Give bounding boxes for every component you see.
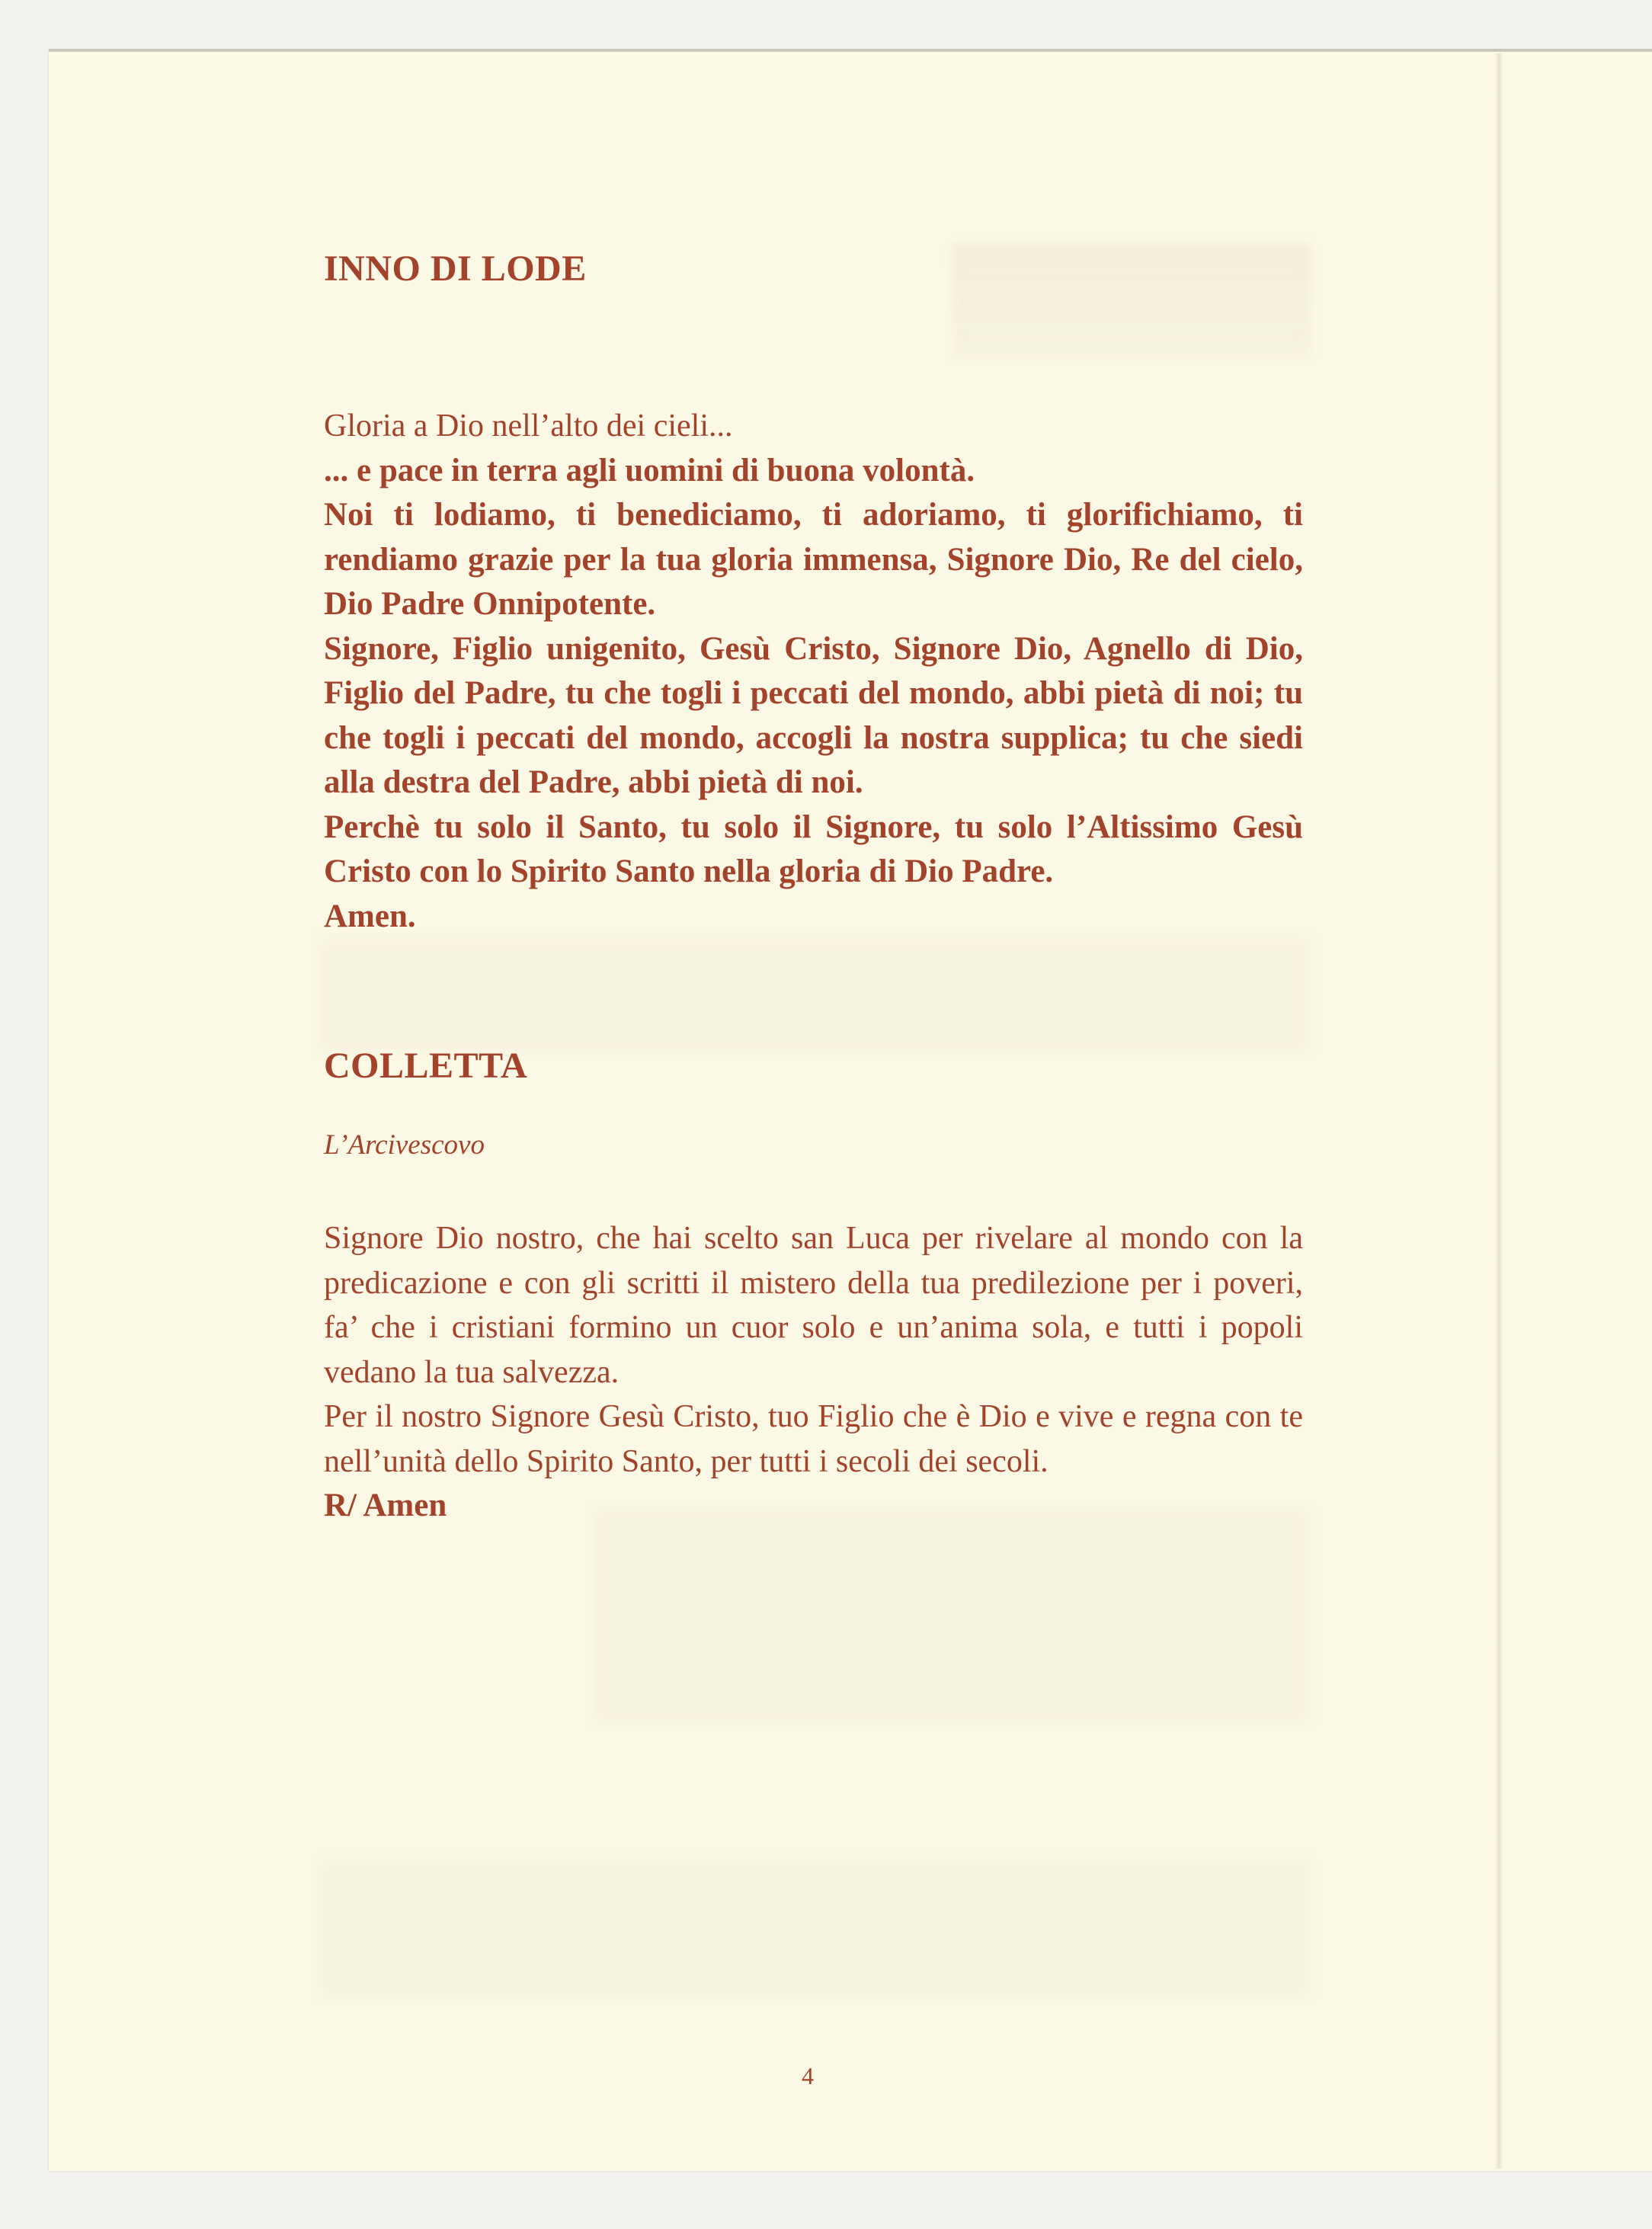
colletta-speaker: L’Arcivescovo (324, 1129, 485, 1161)
fold-line (1495, 53, 1503, 2169)
show-through-block-3 (594, 1509, 1311, 1722)
document-content (324, 242, 1303, 1529)
sheet-top-edge (49, 49, 1652, 52)
colletta-title: COLLETTA (324, 1046, 528, 1086)
colletta-response: R/ Amen (324, 1488, 447, 1523)
page-number: 4 (802, 2062, 814, 2090)
colletta-paragraph-1: Signore Dio nostro, che hai scelto san Luca per rivelare al mondo con la predicazione e con gli scritti il mistero della tua predilezione per i poveri, fa’ che i cristiani formino un cuor solo e un’anima sola, e tutti i popoli vedano la tua salvezza. (324, 1221, 1303, 1390)
show-through-block-4 (320, 1859, 1311, 1997)
inno-line-2: ... e pace in terra agli uomini di buona volontà. (324, 452, 975, 488)
inno-paragraph-2: Signore, Figlio unigenito, Gesù Cristo, Signore Dio, Agnello di Dio, Figlio del Padre, tu che togli i peccati del mondo, abbi pietà di noi; tu che togli i peccati del mondo, accogli la nostra supplica; tu che siedi alla destra del Padre, abbi pietà di noi. (324, 630, 1303, 800)
inno-line-1: Gloria a Dio nell’alto dei cieli... (324, 408, 733, 444)
inno-title: INNO DI LODE (324, 248, 587, 289)
inno-amen: Amen. (324, 898, 416, 934)
inno-paragraph-3: Perchè tu solo il Santo, tu solo il Signore, tu solo l’Altissimo Gesù Cristo con lo Spirito Santo nella gloria di Dio Padre. (324, 809, 1303, 889)
inno-di-lode-section (324, 242, 1303, 939)
colletta-paragraph-2: Per il nostro Signore Gesù Cristo, tuo Figlio che è Dio e vive e regna con te nell’unità dello Spirito Santo, per tutti i secoli dei secoli. (324, 1399, 1303, 1479)
colletta-section (324, 1039, 1303, 1529)
inno-paragraph-1: Noi ti lodiamo, ti benediciamo, ti adoriamo, ti glorifichiamo, ti rendiamo grazie per la tua gloria immensa, Signore Dio, Re del cielo, Dio Padre Onnipotente. (324, 497, 1303, 622)
